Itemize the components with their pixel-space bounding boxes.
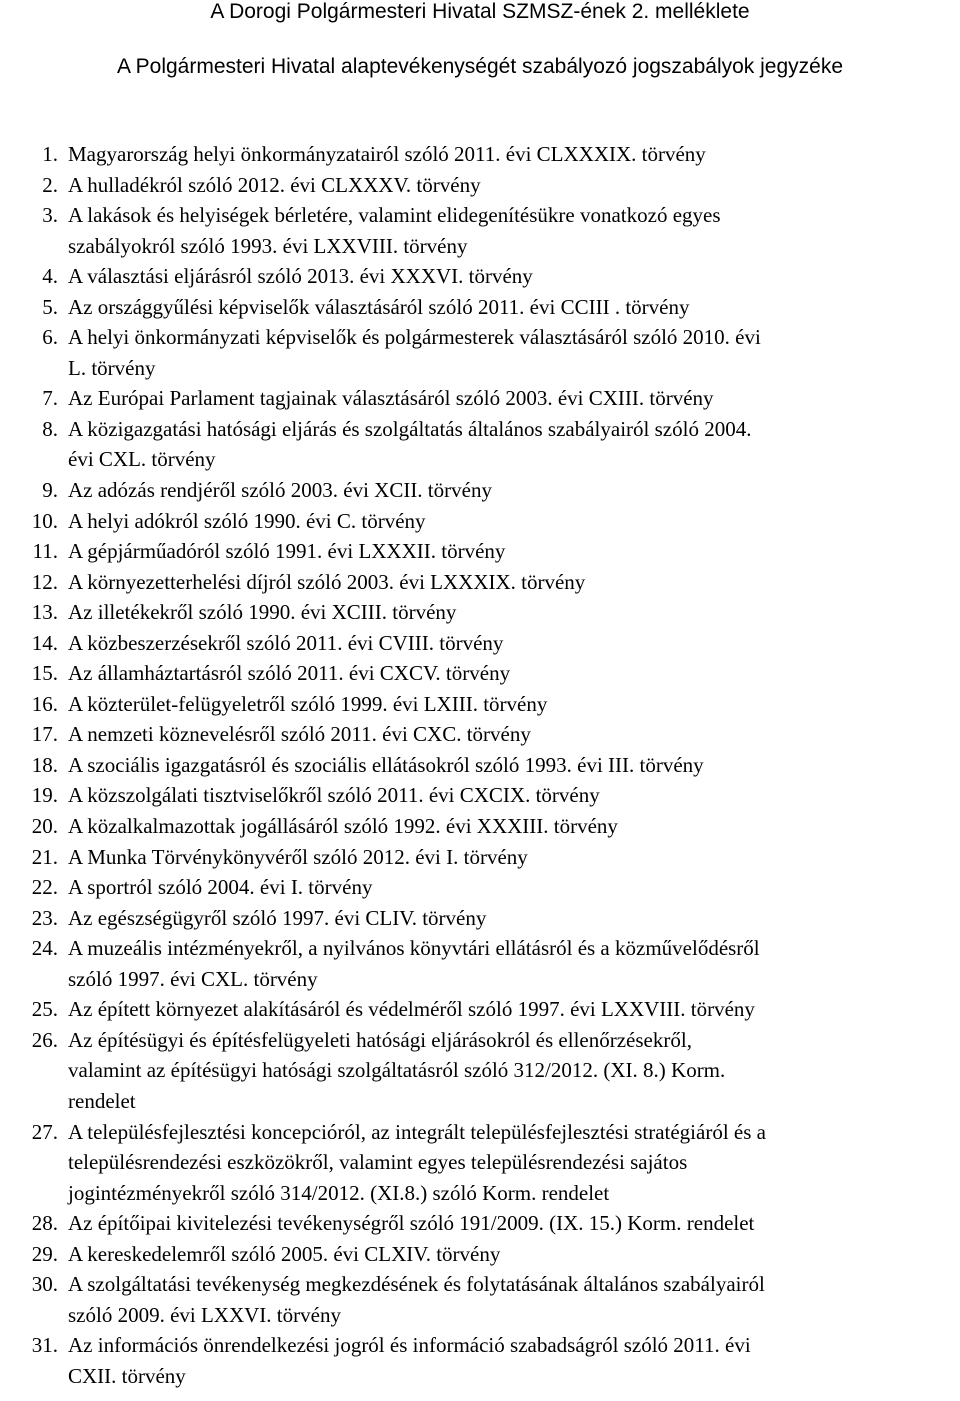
- list-item-number: 15.: [31, 661, 58, 686]
- list-item-text-line: településrendezési eszközökről, valamint egyes településrendezési sajátos: [68, 1150, 688, 1175]
- list-item-text-line: A közbeszerzésekről szóló 2011. évi CVIII. törvény: [68, 630, 504, 655]
- list-item-number: 31.: [31, 1333, 58, 1358]
- list-item-number: 20.: [31, 814, 58, 839]
- list-item-text-line: A választási eljárásról szóló 2013. évi XXXVI. törvény: [68, 264, 533, 289]
- list-item-number: 3.: [42, 203, 58, 228]
- list-item: [0, 383, 960, 414]
- list-item-text-line: A szociális igazgatásról és szociális ellátásokról szóló 1993. évi III. törvény: [68, 752, 704, 777]
- list-item-text-line: CXII. törvény: [68, 1363, 186, 1388]
- list-item-number: 25.: [31, 997, 58, 1022]
- list-item: [0, 628, 960, 659]
- list-item: [0, 689, 960, 720]
- list-item-text-line: A helyi önkormányzati képviselők és polgármesterek választásáról szóló 2010. évi: [68, 325, 761, 350]
- list-item: [0, 994, 960, 1025]
- list-item-text-line: Az országgyűlési képviselők választásáról szóló 2011. évi CCIII . törvény: [68, 294, 690, 319]
- list-item-text-line: Az építőipai kivitelezési tevékenységről szóló 191/2009. (IX. 15.) Korm. rendelet: [68, 1211, 755, 1236]
- list-item: [0, 811, 960, 842]
- list-item-number: 24.: [31, 936, 58, 961]
- list-item: [0, 292, 960, 323]
- list-item-number: 18.: [31, 752, 58, 777]
- list-item-text-line: A szolgáltatási tevékenység megkezdésének és folytatásának általános szabályairól: [68, 1272, 765, 1297]
- list-item-text-line: A közszolgálati tisztviselőkről szóló 2011. évi CXCIX. törvény: [68, 783, 600, 808]
- list-item-number: 2.: [42, 172, 58, 197]
- list-item: [0, 1117, 960, 1209]
- list-item: [0, 658, 960, 689]
- list-item: [0, 1330, 960, 1391]
- list-item: [0, 414, 960, 475]
- list-item: [0, 719, 960, 750]
- list-item-number: 21.: [31, 844, 58, 869]
- document-subtitle: A Polgármesteri Hivatal alaptevékenységét szabályozó jogszabályok jegyzéke: [116, 55, 844, 78]
- list-item: [0, 261, 960, 292]
- list-item-number: 14.: [31, 630, 58, 655]
- list-item-number: 13.: [31, 600, 58, 625]
- list-item-number: 17.: [31, 722, 58, 747]
- list-item-number: 26.: [31, 1027, 58, 1052]
- list-item-text-line: szabályokról szóló 1993. évi LXXVIII. törvény: [68, 233, 468, 258]
- list-item-text-line: L. törvény: [68, 355, 156, 380]
- list-item-number: 7.: [42, 386, 58, 411]
- list-item-number: 1.: [42, 142, 58, 166]
- list-item-number: 4.: [42, 264, 58, 289]
- list-item-number: 8.: [42, 416, 58, 441]
- list-item: [0, 933, 960, 994]
- list-item-number: 12.: [31, 569, 58, 594]
- list-item: [0, 903, 960, 934]
- list-item-number: 30.: [31, 1272, 58, 1297]
- list-item-text-line: A sportról szóló 2004. évi I. törvény: [68, 875, 373, 900]
- list-item-text-line: A településfejlesztési koncepcióról, az integrált településfejlesztési stratégiáról és a: [68, 1119, 766, 1144]
- list-item-text-line: valamint az építésügyi hatósági szolgáltatásról szóló 312/2012. (XI. 8.) Korm.: [68, 1058, 726, 1083]
- list-item: [0, 506, 960, 537]
- list-item-number: 19.: [31, 783, 58, 808]
- list-item: [0, 872, 960, 903]
- list-item: [0, 170, 960, 201]
- list-item: [0, 1239, 960, 1270]
- list-item-number: 29.: [31, 1241, 58, 1266]
- list-item: [0, 597, 960, 628]
- list-item-text-line: jogintézményekről szóló 314/2012. (XI.8.) szóló Korm. rendelet: [68, 1180, 610, 1205]
- list-item-number: 22.: [31, 875, 58, 900]
- list-item-text-line: Az információs önrendelkezési jogról és információ szabadságról szóló 2011. évi: [68, 1333, 751, 1358]
- list-item-number: 9.: [42, 478, 58, 503]
- list-item-text-line: Az Európai Parlament tagjainak választásáról szóló 2003. évi CXIII. törvény: [68, 386, 714, 411]
- list-item: [0, 1208, 960, 1239]
- list-item-text-line: Magyarország helyi önkormányzatairól szóló 2011. évi CLXXXIX. törvény: [68, 142, 706, 166]
- list-item-number: 10.: [31, 508, 58, 533]
- list-item-text-line: A gépjárműadóról szóló 1991. évi LXXXII. törvény: [68, 539, 506, 564]
- list-item-text-line: szóló 2009. évi LXXVI. törvény: [68, 1302, 341, 1327]
- list-item-text-line: A közalkalmazottak jogállásáról szóló 1992. évi XXXIII. törvény: [68, 814, 618, 839]
- list-item-text-line: Az illetékekről szóló 1990. évi XCIII. törvény: [68, 600, 457, 625]
- list-item: [0, 1269, 960, 1330]
- list-item-number: 16.: [31, 691, 58, 716]
- law-list: [0, 139, 960, 1391]
- list-item-text-line: A közterület-felügyeletről szóló 1999. évi LXIII. törvény: [68, 691, 548, 716]
- list-item-text-line: A Munka Törvénykönyvéről szóló 2012. évi I. törvény: [68, 844, 528, 869]
- list-item-text-line: Az államháztartásról szóló 2011. évi CXCV. törvény: [68, 661, 511, 686]
- list-item-text-line: A nemzeti köznevelésről szóló 2011. évi CXC. törvény: [68, 722, 531, 747]
- list-item: [0, 139, 960, 170]
- list-item: [0, 475, 960, 506]
- list-item-text-line: A muzeális intézményekről, a nyilvános könyvtári ellátásról és a közművelődésről: [68, 936, 760, 961]
- list-item-text-line: Az adózás rendjéről szóló 2003. évi XCII. törvény: [68, 478, 492, 503]
- list-item-text-line: A kereskedelemről szóló 2005. évi CLXIV. törvény: [68, 1241, 501, 1266]
- list-item: [0, 322, 960, 383]
- list-item-number: 28.: [31, 1211, 58, 1236]
- list-item-number: 23.: [31, 905, 58, 930]
- list-item-text-line: A környezetterhelési díjról szóló 2003. évi LXXXIX. törvény: [68, 569, 586, 594]
- list-item-number: 6.: [42, 325, 58, 350]
- list-item-text-line: A helyi adókról szóló 1990. évi C. törvény: [68, 508, 426, 533]
- list-item: [0, 567, 960, 598]
- list-item: [0, 780, 960, 811]
- list-item: [0, 1025, 960, 1117]
- list-item: [0, 536, 960, 567]
- list-item-text-line: Az épített környezet alakításáról és védelméről szóló 1997. évi LXXVIII. törvény: [68, 997, 755, 1022]
- list-item-text-line: A közigazgatási hatósági eljárás és szolgáltatás általános szabályairól szóló 2004.: [68, 416, 752, 441]
- document-title: A Dorogi Polgármesteri Hivatal SZMSZ-ének 2. melléklete: [210, 0, 750, 23]
- list-item-number: 11.: [32, 539, 58, 564]
- list-item: [0, 842, 960, 873]
- list-item-text-line: rendelet: [68, 1088, 136, 1113]
- list-item-text-line: A hulladékról szóló 2012. évi CLXXXV. törvény: [68, 172, 481, 197]
- list-item-text-line: Az építésügyi és építésfelügyeleti hatósági eljárásokról és ellenőrzésekről,: [68, 1027, 692, 1052]
- list-item-text-line: szóló 1997. évi CXL. törvény: [68, 966, 318, 991]
- list-item-number: 27.: [31, 1119, 58, 1144]
- list-item-text-line: évi CXL. törvény: [68, 447, 216, 472]
- list-item-text-line: A lakások és helyiségek bérletére, valamint elidegenítésükre vonatkozó egyes: [68, 203, 721, 228]
- list-item-number: 5.: [42, 294, 58, 319]
- list-item: [0, 200, 960, 261]
- list-item-text-line: Az egészségügyről szóló 1997. évi CLIV. törvény: [68, 905, 487, 930]
- list-item: [0, 750, 960, 781]
